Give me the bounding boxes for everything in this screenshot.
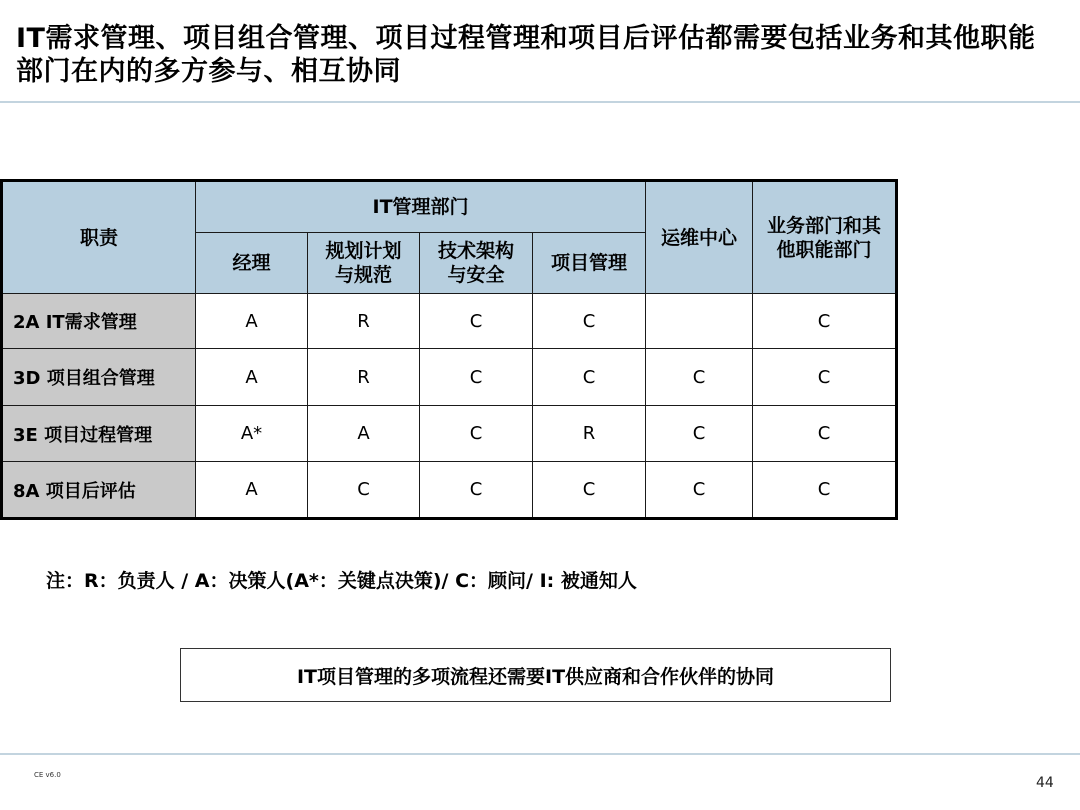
cell-value: C bbox=[646, 349, 753, 406]
legend-note: 注：R：负责人 / A：决策人(A*：关键点决策)/ C：顾问/ I: 被通知人 bbox=[46, 570, 637, 592]
bottom-divider bbox=[0, 753, 1080, 755]
header-project-management: 项目管理 bbox=[533, 233, 646, 294]
row-label: 8A 项目后评估 bbox=[2, 462, 196, 519]
cell-value: A bbox=[196, 294, 308, 349]
cell-value: R bbox=[308, 294, 420, 349]
cell-value: C bbox=[646, 406, 753, 462]
cell-value: C bbox=[753, 406, 897, 462]
header-it-department: IT管理部门 bbox=[196, 181, 646, 233]
callout-text: IT项目管理的多项流程还需要IT供应商和合作伙伴的协同 bbox=[296, 665, 775, 688]
header-business-label: 业务部门和其他职能部门 bbox=[767, 214, 882, 261]
cell-value: C bbox=[646, 462, 753, 519]
cell-value: C bbox=[420, 406, 533, 462]
cell-value: C bbox=[533, 294, 646, 349]
cell-value: C bbox=[420, 462, 533, 519]
table-row bbox=[2, 349, 897, 406]
cell-value: A* bbox=[196, 406, 308, 462]
cell-value: C bbox=[753, 462, 897, 519]
responsibility-matrix bbox=[0, 179, 898, 520]
header-business-departments bbox=[753, 181, 897, 294]
row-label: 2A IT需求管理 bbox=[2, 294, 196, 349]
header-ops-center: 运维中心 bbox=[646, 181, 753, 294]
cell-value: A bbox=[308, 406, 420, 462]
table-row bbox=[2, 406, 897, 462]
top-divider bbox=[0, 101, 1080, 103]
header-role: 职责 bbox=[2, 181, 196, 294]
header-planning-label: 规划计划与规范 bbox=[325, 240, 402, 286]
header-manager: 经理 bbox=[196, 233, 308, 294]
cell-value: C bbox=[420, 294, 533, 349]
header-architecture-label: 技术架构与安全 bbox=[437, 240, 514, 286]
header-planning bbox=[308, 233, 420, 294]
cell-value: A bbox=[196, 349, 308, 406]
cell-value: C bbox=[753, 349, 897, 406]
cell-value bbox=[646, 294, 753, 349]
table-row bbox=[2, 462, 897, 519]
cell-value: C bbox=[533, 349, 646, 406]
cell-value: R bbox=[308, 349, 420, 406]
version-label: CE v6.0 bbox=[34, 771, 61, 779]
row-label: 3D 项目组合管理 bbox=[2, 349, 196, 406]
cell-value: C bbox=[308, 462, 420, 519]
page-number: 44 bbox=[1036, 775, 1054, 791]
table-row bbox=[2, 294, 897, 349]
callout-box bbox=[180, 648, 891, 702]
cell-value: C bbox=[753, 294, 897, 349]
cell-value: R bbox=[533, 406, 646, 462]
cell-value: A bbox=[196, 462, 308, 519]
slide-title: IT需求管理、项目组合管理、项目过程管理和项目后评估都需要包括业务和其他职能部门在内的多方参与、相互协同 bbox=[16, 23, 1036, 87]
cell-value: C bbox=[420, 349, 533, 406]
cell-value: C bbox=[533, 462, 646, 519]
header-architecture bbox=[420, 233, 533, 294]
row-label: 3E 项目过程管理 bbox=[2, 406, 196, 462]
